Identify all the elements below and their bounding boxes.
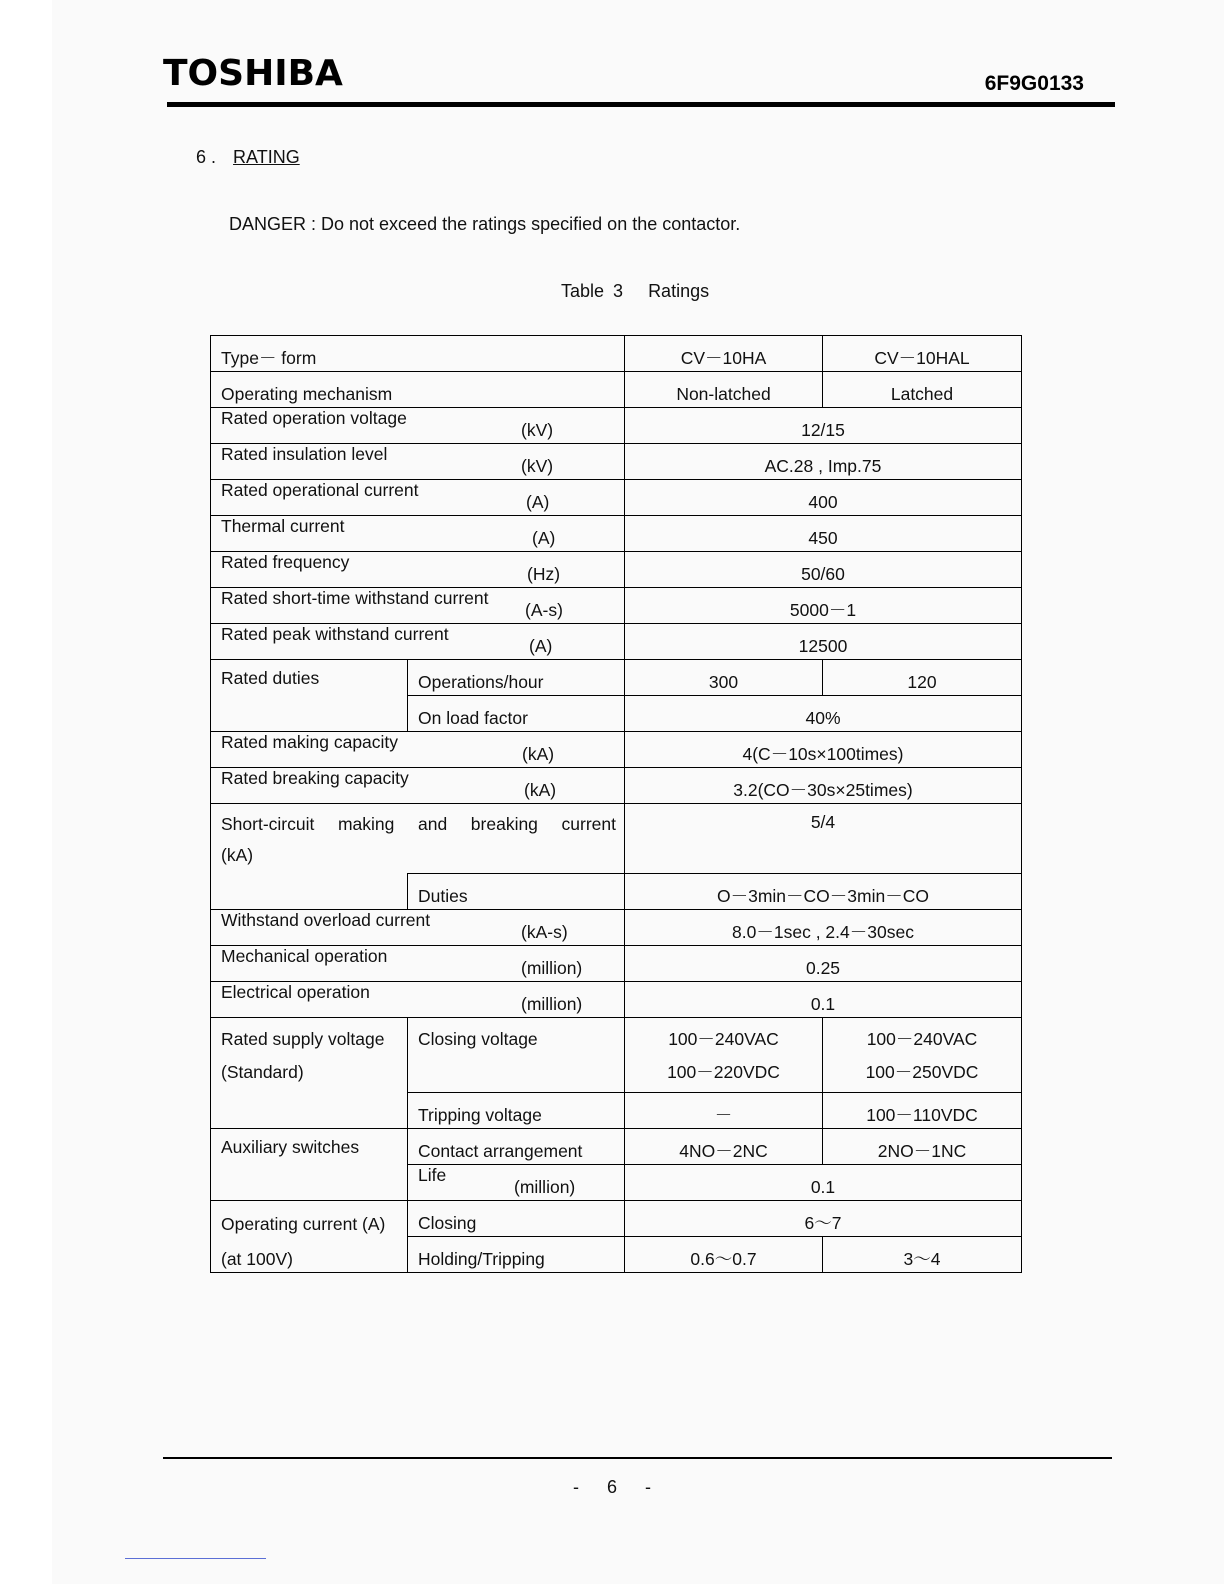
supply-voltage-label-line1: Rated supply voltage (221, 1029, 385, 1049)
mechanism-a: Non-latched (625, 372, 823, 408)
table-row (211, 444, 1022, 480)
rated-insulation-value: AC.28 , Imp.75 (625, 444, 1022, 480)
thermal-current-label: Thermal current (221, 516, 345, 536)
page-number-value: 6 (606, 1477, 617, 1497)
short-time-unit: (A-s) (525, 600, 563, 620)
table-caption-label: Table 3 (561, 281, 624, 301)
closing-current-value: 6～7 (625, 1201, 1022, 1237)
rated-op-voltage-value: 12/15 (625, 408, 1022, 444)
rated-op-current-value: 400 (625, 480, 1022, 516)
table-row (211, 480, 1022, 516)
short-time-value: 5000－1 (625, 588, 1022, 624)
on-load-factor-value: 40% (625, 696, 1022, 732)
tripping-voltage-a: － (625, 1093, 823, 1129)
life-value: 0.1 (625, 1165, 1022, 1201)
section-title: RATING (233, 147, 300, 167)
table-caption (561, 281, 709, 302)
rated-duties-label: Rated duties (211, 660, 408, 732)
operating-mechanism-label: Operating mechanism (211, 372, 625, 408)
ops-per-hour-label: Operations/hour (408, 660, 625, 696)
mech-operation-unit: (million) (521, 958, 583, 978)
op-current-label-line1: Operating current (A) (211, 1201, 408, 1237)
rated-frequency-unit: (Hz) (527, 564, 561, 584)
making-capacity-value: 4(C－10s×100times) (625, 732, 1022, 768)
ops-per-hour-a: 300 (625, 660, 823, 696)
scan-margin (0, 0, 52, 1584)
holding-tripping-a: 0.6～0.7 (625, 1237, 823, 1273)
table-row (211, 946, 1022, 982)
toshiba-logo: TOSHIBA (163, 53, 343, 94)
holding-tripping-label: Holding/Tripping (408, 1237, 625, 1273)
table-row (211, 874, 1022, 910)
elec-operation-unit: (million) (521, 994, 583, 1014)
short-circuit-value: 5/4 (625, 804, 1022, 874)
table-row (211, 1018, 1022, 1093)
rated-op-current-label: Rated operational current (221, 480, 419, 500)
rated-insulation-unit: (kV) (521, 456, 554, 476)
page-number (0, 1477, 1224, 1498)
section-number: 6 . (196, 147, 217, 167)
table-row (211, 1201, 1022, 1237)
scan-artifact-line (125, 1558, 266, 1559)
table-row (211, 768, 1022, 804)
thermal-current-unit: (A) (532, 528, 556, 548)
table-row (211, 910, 1022, 946)
document-number: 6F9G0133 (984, 72, 1084, 95)
contact-arrangement-label: Contact arrangement (408, 1129, 625, 1165)
table-row (211, 516, 1022, 552)
elec-operation-value: 0.1 (625, 982, 1022, 1018)
section-heading (196, 147, 300, 168)
peak-withstand-label: Rated peak withstand current (221, 624, 449, 644)
aux-switches-label: Auxiliary switches (211, 1129, 408, 1201)
table-row (211, 588, 1022, 624)
header-rule (167, 102, 1115, 107)
life-unit: (million) (514, 1177, 576, 1197)
withstand-overload-unit: (kA-s) (521, 922, 568, 942)
tripping-voltage-b: 100－110VDC (823, 1093, 1022, 1129)
peak-withstand-unit: (A) (529, 636, 553, 656)
model-b: CV－10HAL (823, 336, 1022, 372)
holding-tripping-b: 3～4 (823, 1237, 1022, 1273)
ratings-table (210, 335, 1022, 1273)
on-load-factor-label: On load factor (408, 696, 625, 732)
table-row (211, 1237, 1022, 1273)
rated-insulation-label: Rated insulation level (221, 444, 388, 464)
danger-notice: DANGER : Do not exceed the ratings specified on the contactor. (229, 214, 741, 234)
table-caption-title: Ratings (648, 281, 710, 301)
duties-label: Duties (408, 874, 625, 910)
op-current-label-line2: (at 100V) (211, 1237, 408, 1273)
table-row (211, 804, 1022, 874)
model-a: CV－10HA (625, 336, 823, 372)
rated-op-voltage-unit: (kV) (521, 420, 554, 440)
mech-operation-value: 0.25 (625, 946, 1022, 982)
table-row (211, 552, 1022, 588)
withstand-overload-value: 8.0－1sec , 2.4－30sec (625, 910, 1022, 946)
thermal-current-value: 450 (625, 516, 1022, 552)
table-row (211, 408, 1022, 444)
rated-op-current-unit: (A) (526, 492, 550, 512)
life-label: Life (418, 1165, 447, 1185)
table-row (211, 372, 1022, 408)
mechanism-b: Latched (823, 372, 1022, 408)
ops-per-hour-b: 120 (823, 660, 1022, 696)
elec-operation-label: Electrical operation (221, 982, 370, 1002)
table-row (211, 336, 1022, 372)
breaking-capacity-label: Rated breaking capacity (221, 768, 409, 788)
making-capacity-label: Rated making capacity (221, 732, 399, 752)
page-dash-right: - (645, 1477, 651, 1497)
table-row (211, 660, 1022, 696)
page-dash-left: - (572, 1477, 579, 1497)
withstand-overload-label: Withstand overload current (221, 910, 431, 930)
table-row (211, 982, 1022, 1018)
closing-voltage-b1: 100－240VAC (866, 1029, 978, 1049)
short-time-label: Rated short-time withstand current (221, 588, 489, 608)
closing-voltage-label: Closing voltage (408, 1018, 625, 1093)
closing-current-label: Closing (408, 1201, 625, 1237)
supply-voltage-label-line2: (Standard) (221, 1062, 304, 1082)
rated-frequency-label: Rated frequency (221, 552, 350, 572)
closing-voltage-a1: 100－240VAC (668, 1029, 779, 1049)
contact-arrangement-a: 4NO－2NC (625, 1129, 823, 1165)
short-circuit-label-line1: Short-circuit making and breaking current (221, 814, 616, 834)
mech-operation-label: Mechanical operation (221, 946, 388, 966)
contact-arrangement-b: 2NO－1NC (823, 1129, 1022, 1165)
peak-withstand-value: 12500 (625, 624, 1022, 660)
footer-rule (163, 1457, 1112, 1459)
closing-voltage-a2: 100－220VDC (667, 1062, 780, 1082)
tripping-voltage-label: Tripping voltage (408, 1093, 625, 1129)
making-capacity-unit: (kA) (522, 744, 555, 764)
table-row (211, 624, 1022, 660)
short-circuit-label-line2: (kA) (221, 845, 254, 865)
closing-voltage-b2: 100－250VDC (865, 1062, 979, 1082)
breaking-capacity-unit: (kA) (524, 780, 557, 800)
breaking-capacity-value: 3.2(CO－30s×25times) (625, 768, 1022, 804)
table-row (211, 1129, 1022, 1165)
type-form-label: Type－ form (211, 336, 625, 372)
rated-frequency-value: 50/60 (625, 552, 1022, 588)
duties-value: O－3min－CO－3min－CO (625, 874, 1022, 910)
table-row (211, 732, 1022, 768)
rated-op-voltage-label: Rated operation voltage (221, 408, 407, 428)
